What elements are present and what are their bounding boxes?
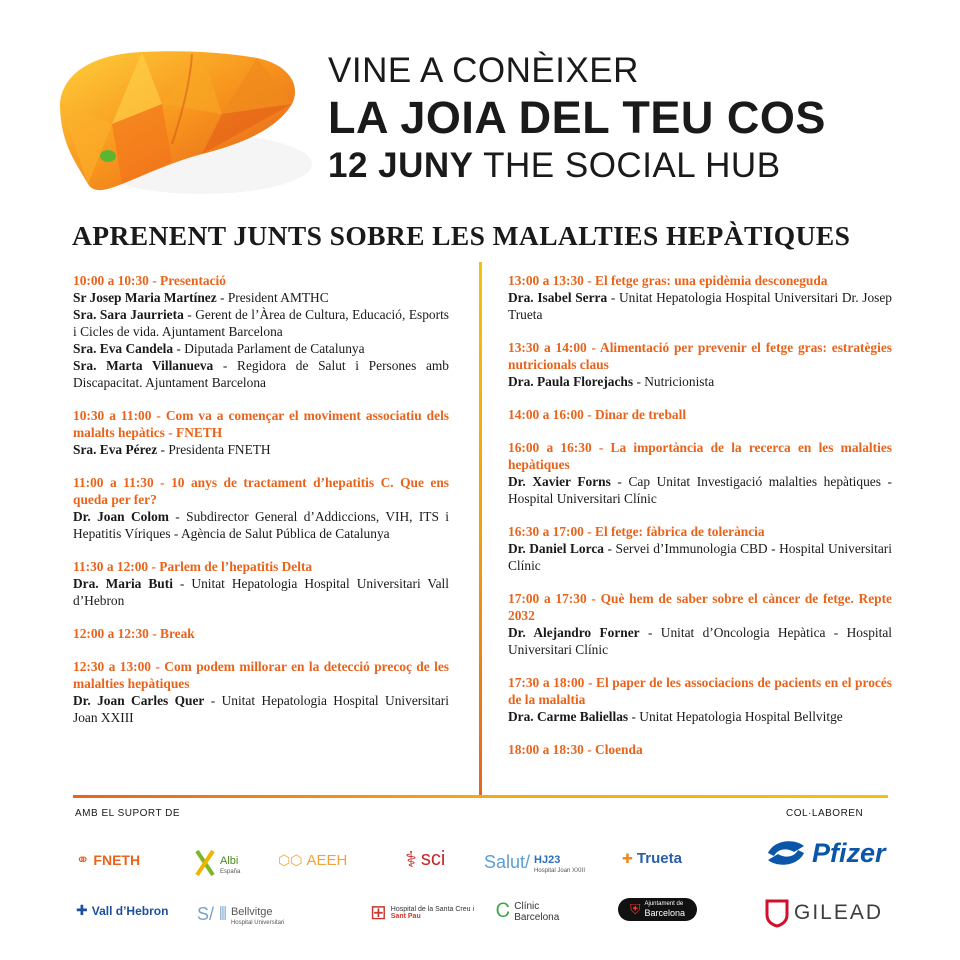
session-speaker	[73, 575, 449, 609]
session-title: 18:00 a 18:30 - Cloenda	[508, 742, 643, 757]
program-session	[508, 339, 892, 390]
column-divider	[479, 262, 482, 796]
session-title: 10:30 a 11:00 - Com va a començar el moviment associatiu dels malalts hepàtics - FNETH	[73, 408, 449, 440]
session-speaker	[73, 441, 449, 458]
speaker-name: Dr. Daniel Lorca	[508, 541, 604, 556]
speaker-role: - Nutricionista	[633, 374, 715, 389]
speaker-name: Sra. Eva Pérez	[73, 442, 158, 457]
albi-logo: Albi España	[194, 848, 240, 878]
session-title: 12:30 a 13:00 - Com podem millorar en la detecció precoç de les malalties hepàtiques	[73, 659, 449, 691]
program-session	[508, 406, 892, 423]
header-venue: THE SOCIAL HUB	[473, 146, 781, 185]
session-speaker	[508, 624, 892, 658]
speaker-role: - Regidora de Salut i Persones amb Discapacitat. Ajuntament Barcelona	[73, 358, 450, 390]
program-session	[73, 407, 449, 458]
session-title: 16:00 a 16:30 - La importància de la recerca en les malalties hepàtiques	[508, 440, 892, 472]
header-date-venue	[328, 146, 948, 186]
sci-icon: ⚕	[405, 846, 417, 872]
session-speaker	[73, 508, 449, 542]
speaker-role: - Diputada Parlament de Catalunya	[173, 341, 365, 356]
program-session	[73, 272, 449, 391]
program-session	[508, 741, 892, 758]
session-title: 11:30 a 12:00 - Parlem de l’hepatitis Delta	[73, 559, 313, 574]
bellvitge-logo: S/ ⦀ Bellvitge Hospital Universitari	[197, 904, 285, 926]
speaker-role: - Unitat Hepatologia Hospital Universitari Joan XXIII	[73, 693, 449, 725]
event-header	[328, 52, 948, 186]
speaker-name: Sr Josep Maria Martínez	[73, 290, 217, 305]
clinic-logo: Ꮯ Clínic Barcelona	[496, 900, 560, 923]
albi-icon	[194, 848, 216, 878]
speaker-name: Dr. Joan Carles Quer	[73, 693, 205, 708]
speaker-name: Dra. Maria Buti	[73, 576, 173, 591]
session-speaker	[73, 692, 449, 726]
collab-label: COL·LABOREN	[786, 808, 864, 819]
header-line-1: VINE A CONÈIXER	[328, 51, 639, 90]
sci-logo: ⚕ sci	[405, 846, 446, 872]
speaker-name: Dra. Paula Florejachs	[508, 374, 634, 389]
speaker-role: - Gerent de l’Àrea de Cultura, Educació, Esports i Cicles de vida. Ajuntament Barcelona	[73, 307, 449, 339]
aeeh-logo: ⬡⬡ AEEH	[278, 852, 348, 869]
program-session	[508, 439, 892, 507]
session-title: 17:30 a 18:00 - El paper de les associacions de pacients en el procés de la malaltia	[508, 675, 892, 707]
bellvitge-icon: S/ ⦀	[197, 904, 227, 924]
header-title: LA JOIA DEL TEU COS	[328, 92, 826, 143]
session-title: 13:30 a 14:00 - Alimentació per prevenir el fetge gras: estratègies nutricionals claus	[508, 340, 892, 372]
session-title: 12:00 a 12:30 - Break	[73, 626, 195, 641]
session-title: 11:00 a 11:30 - 10 anys de tractament d’hepatitis C. Que ens queda per fer?	[73, 475, 449, 507]
pfizer-icon	[764, 836, 808, 870]
vall-hebron-icon: ✚	[76, 902, 88, 918]
session-speaker	[73, 306, 449, 340]
sant-pau-icon: ⊞	[370, 902, 387, 924]
speaker-role: - Cap Unitat Investigació malalties hepàtiques - Hospital Universitari Clínic	[508, 474, 892, 506]
footer-divider	[73, 795, 888, 798]
session-speaker	[73, 340, 449, 357]
program-session	[73, 558, 449, 609]
session-speaker	[508, 473, 892, 507]
session-speaker	[73, 289, 449, 306]
speaker-name: Sra. Sara Jaurrieta	[73, 307, 184, 322]
clinic-icon: Ꮯ	[496, 900, 511, 922]
speaker-role: - Servei d’Immunologia CBD - Hospital Universitari Clínic	[508, 541, 892, 573]
program-session	[73, 474, 449, 542]
session-speaker	[73, 357, 449, 391]
program-session	[508, 590, 892, 658]
session-title: 16:30 a 17:00 - El fetge: fàbrica de tolerància	[508, 524, 765, 539]
trueta-logo: ✚ Trueta	[622, 850, 682, 867]
speaker-role: - President AMTHC	[216, 290, 329, 305]
program-right-column	[508, 272, 892, 774]
session-title: 14:00 a 16:00 - Dinar de treball	[508, 407, 687, 422]
program-session	[73, 625, 449, 642]
fneth-logo: ⚭ FNETH	[76, 852, 141, 869]
speaker-role: - Presidenta FNETH	[157, 442, 271, 457]
ajuntament-shield-icon: ⛨	[630, 901, 641, 917]
speaker-name: Sra. Marta Villanueva	[73, 358, 214, 373]
session-title: 10:00 a 10:30 - Presentació	[73, 273, 226, 288]
speaker-name: Dr. Alejandro Forner	[508, 625, 640, 640]
speaker-role: - Unitat d’Oncologia Hepàtica - Hospital Universitari Clínic	[508, 625, 892, 657]
program-session	[73, 658, 449, 726]
ajuntament-barcelona-logo: ⛨ Ajuntament de Barcelona	[618, 898, 697, 921]
aeeh-icon: ⬡⬡	[278, 852, 303, 868]
program-session	[508, 523, 892, 574]
speaker-name: Sra. Eva Candela	[73, 341, 174, 356]
speaker-role: - Unitat Hepatologia Hospital Universitari Vall d’Hebron	[73, 576, 449, 608]
speaker-role: - Subdirector General d’Addiccions, VIH, ITS i Hepatitis Víriques - Agència de Salut Pública de Catalunya	[73, 509, 449, 541]
program-left-column	[73, 272, 449, 742]
salut-hj23-logo: Salut/ HJ23 Hospital Joan XXIII	[484, 852, 586, 874]
support-label: AMB EL SUPORT DE	[75, 808, 181, 819]
speaker-name: Dra. Carme Baliellas	[508, 709, 629, 724]
session-speaker	[508, 540, 892, 574]
session-title: 13:00 a 13:30 - El fetge gras: una epidèmia desconeguda	[508, 273, 828, 288]
speaker-role: - Unitat Hepatologia Hospital Bellvitge	[628, 709, 843, 724]
session-speaker	[508, 373, 892, 390]
program-session	[508, 674, 892, 725]
gilead-icon	[764, 898, 790, 928]
trueta-icon: ✚	[622, 850, 633, 866]
speaker-name: Dr. Joan Colom	[73, 509, 169, 524]
sant-pau-logo: ⊞ Hospital de la Santa Creu i Sant Pau	[370, 902, 475, 924]
session-speaker	[508, 289, 892, 323]
session-title: 17:00 a 17:30 - Què hem de saber sobre el càncer de fetge. Repte 2032	[508, 591, 892, 623]
speaker-role: - Unitat Hepatologia Hospital Universitari Dr. Josep Trueta	[508, 290, 892, 322]
speaker-name: Dra. Isabel Serra	[508, 290, 608, 305]
session-speaker	[508, 708, 892, 725]
program-session	[508, 272, 892, 323]
pfizer-logo: Pfizer	[764, 836, 886, 870]
vall-hebron-logo: ✚ Vall d’Hebron	[76, 902, 169, 918]
liver-illustration	[52, 44, 314, 212]
gilead-logo: GILEAD	[764, 898, 883, 928]
header-date: 12 JUNY	[328, 146, 474, 185]
speaker-name: Dr. Xavier Forns	[508, 474, 611, 489]
event-subtitle: APRENENT JUNTS SOBRE LES MALALTIES HEPÀTIQUES	[72, 220, 851, 251]
fneth-icon: ⚭	[76, 852, 90, 869]
